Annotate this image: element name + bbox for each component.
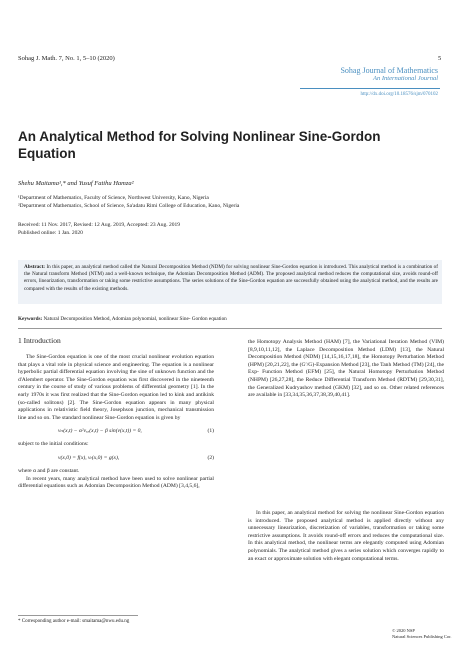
abstract-text: In this paper, an analytical method called the Natural Decomposition Method (NDM) for solving nonlinear Sine-Gordon equation is introduced. This analytical method is a combination of the Natural transform Method (NTM) and a well-known technique, the Adomian Decomposition Method (ADM). The proposed analytical method reduces the computational size, avoids round-off errors, linearization, transformation or taking some restrictive assumptions. The series solutions of the Sine-Gordon equation are successfully obtained using the analytical method, and the results are compared with the results of the existing methods. <box>24 264 438 292</box>
equation-2-number: (2) <box>207 454 214 461</box>
footnote-rule <box>18 615 138 616</box>
equation-1-number: (1) <box>207 428 214 435</box>
keywords <box>18 316 227 322</box>
received-dates: Received: 11 Nov. 2017, Revised: 12 Aug. 2019, Accepted: 23 Aug. 2019 <box>18 222 180 228</box>
journal-citation: Sohag J. Math. 7, No. 1, 5–10 (2020) <box>18 55 115 62</box>
affiliation-2: ²Department of Mathematics, School of Science, Sa'adatu Rimi College of Education, Kano, Nigeria <box>18 203 240 209</box>
right-column-top <box>248 339 444 400</box>
equation-2-expr: v(x,0) = f(x), vₜ(x,0) = g(x), <box>58 454 120 461</box>
page-number: 5 <box>438 55 442 62</box>
keywords-label: Keywords: <box>18 316 43 322</box>
equation-1 <box>18 425 214 439</box>
equation-2 <box>18 452 214 466</box>
initial-conditions-text: subject to the initial conditions: <box>18 441 89 448</box>
intro-paragraph-1: The Sine-Gordon equation is one of the most crucial nonlinear evolution equation that plays a vital role in physical science and engineering. The equation is a nonlinear hyperbolic partial differential equation involving the sine of unknown function and the d'Alembert operator. The Sine-Gordon equation was first discovered in the nineteenth century in the course of study of various problems of differential geometry [1]. In the early 1970s it was first realized that the Sine-Gordon equation led to kink and antikink (so-called solitons) [2]. The Sine-Gordon equation appears in many physical applications in relativistic field theory, Josephson junction, mechanical transmission line and so on. The standard nonlinear Sine-Gordon equation is given by <box>18 354 214 421</box>
right-paragraph-1: the Homotopy Analysis Method (HAM) [7], the Variational Iteration Method (VIM) [8,9,10,11,12], the Laplace Decomposition Method (LDM) [13], the Natural Decomposition Method (NDM) [14,15,16,17,18], the Homotopy Perturbation Method (HPM) [20,21,22], the (G′/G)-Expansion Method [23], the Tanh Method (TM) [24], the Exp- Function Method (EFM) [25], the Natural Homotopy Perturbation Method (NHPM) [26,27,28], the Reduce Differential Transform Method (RDTM) [29,30,31], the Generalized Kudryashov method (GKM) [32], and so on. Other related references are available in [33,34,35,36,37,38,39,40,41]. <box>248 339 444 399</box>
article-title: An Analytical Method for Solving Nonlinear Sine-Gordon Equation <box>18 129 381 161</box>
article-dates <box>18 221 180 237</box>
corresponding-author: * Corresponding author e-mail: smaitama@nwu.edu.ng <box>18 619 130 624</box>
journal-subtitle: An International Journal <box>373 75 438 82</box>
affiliations <box>18 194 239 210</box>
doi-link[interactable]: http://dx.doi.org/10.18576/sjm/070102 <box>360 92 438 97</box>
intro-paragraph-2: In recent years, many analytical method have been used to solve nonlinear partial differential equations such as Adomian Decomposition Method (ADM) [3,4,5,6], <box>18 475 214 490</box>
left-column <box>18 354 214 491</box>
section-divider <box>18 328 442 329</box>
abstract <box>24 264 438 293</box>
affiliation-1: ¹Department of Mathematics, Faculty of Science, Northwest University, Kano, Nigeria <box>18 195 209 201</box>
keywords-text: Natural Decomposition Method, Adomian polynomial, nonlinear Sine- Gordon equation <box>43 316 227 322</box>
published-date: Published online: 1 Jan. 2020 <box>18 230 83 236</box>
journal-block <box>340 66 438 82</box>
journal-rule <box>300 88 440 89</box>
abstract-label: Abstract: <box>24 264 46 270</box>
journal-name: Sohag Journal of Mathematics <box>340 66 438 75</box>
publisher: Natural Sciences Publishing Cor. <box>392 634 452 639</box>
where-text: where α and β are constant. <box>18 467 80 474</box>
authors: Shehu Maitama¹,* and Yusuf Fatihu Hamza² <box>18 180 134 187</box>
publisher-block <box>392 628 452 640</box>
equation-1-expr: vₜₜ(x,t) − α²vₓₓ(x,t) − β sin(v(x,t)) = 0, <box>58 428 142 435</box>
right-paragraph-2: In this paper, an analytical method for solving the nonlinear Sine-Gordon equation is introduced. The proposed analytical method is applied directly without any unnecessary linearization, discretization of variables, transformation or taking some restrictive assumptions. It avoids round-off errors and reduces the computational size. In this analytical method, the nonlinear terms are elegantly computed using Adomian polynomials. The analytical method gives a series solution which converges rapidly to an exact or approximate solution with elegant computational terms. <box>248 510 444 562</box>
right-column-bottom <box>248 510 444 563</box>
section-heading: 1 Introduction <box>18 336 61 345</box>
copyright: © 2020 NSP <box>392 628 415 633</box>
